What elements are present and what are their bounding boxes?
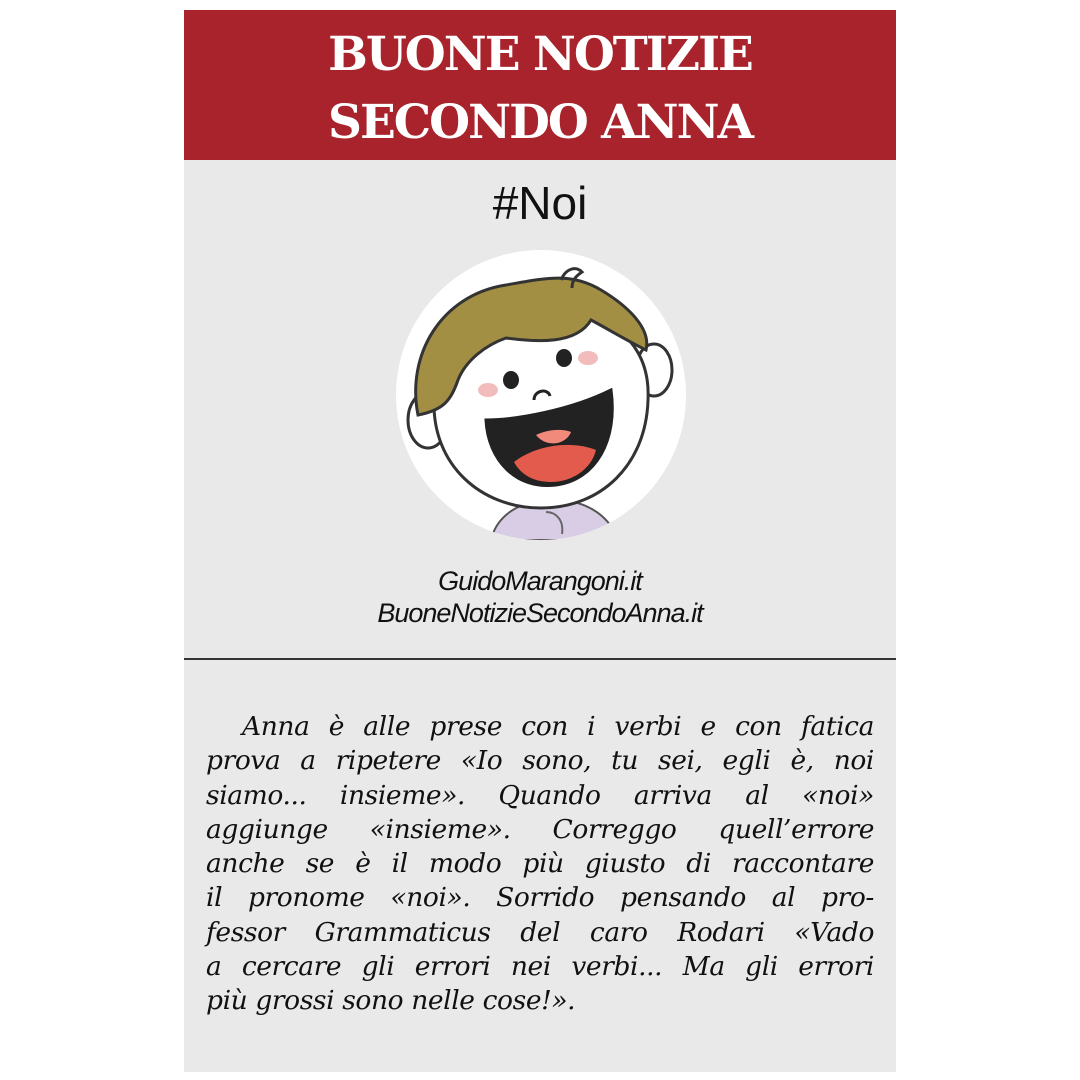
column-title-line-2: SECONDO ANNA bbox=[328, 95, 752, 150]
article-line: più grossi sono nelle cose!». bbox=[206, 985, 576, 1017]
left-cheek bbox=[478, 383, 498, 397]
article-line: siamo... insieme». Quando arriva al «noi» bbox=[206, 779, 874, 811]
article-line: Anna è alle prese con i verbi e con fatica bbox=[242, 711, 874, 742]
article-text bbox=[206, 710, 874, 1019]
article-line: prova a ripetere «Io sono, tu sei, egli è, noi bbox=[206, 745, 874, 777]
website-links bbox=[184, 565, 896, 629]
right-eye bbox=[556, 349, 572, 367]
article-line: anche se è il modo più giusto di raccontare bbox=[206, 848, 874, 880]
article-card bbox=[184, 10, 896, 1072]
article-line: a cercare gli errori nei verbi... Ma gli errori bbox=[206, 951, 874, 983]
right-cheek bbox=[578, 351, 598, 365]
avatar-drawing bbox=[396, 250, 686, 540]
left-eye bbox=[503, 371, 519, 389]
column-title-line-1: BUONE NOTIZIE bbox=[328, 27, 752, 82]
article-line: fessor Grammaticus del caro Rodari «Vado bbox=[206, 916, 874, 948]
article-line: il pronome «noi». Sorrido pensando al pro- bbox=[206, 882, 874, 914]
article-line: aggiunge «insieme». Correggo quell’errore bbox=[206, 813, 874, 845]
child-face-illustration-icon bbox=[396, 250, 686, 540]
website-link-1[interactable]: GuidoMarangoni.it bbox=[438, 566, 642, 596]
website-link-2[interactable]: BuoneNotizieSecondoAnna.it bbox=[377, 598, 703, 628]
hashtag-title: #Noi bbox=[492, 177, 588, 229]
section-divider bbox=[184, 658, 896, 660]
column-header bbox=[184, 10, 896, 160]
